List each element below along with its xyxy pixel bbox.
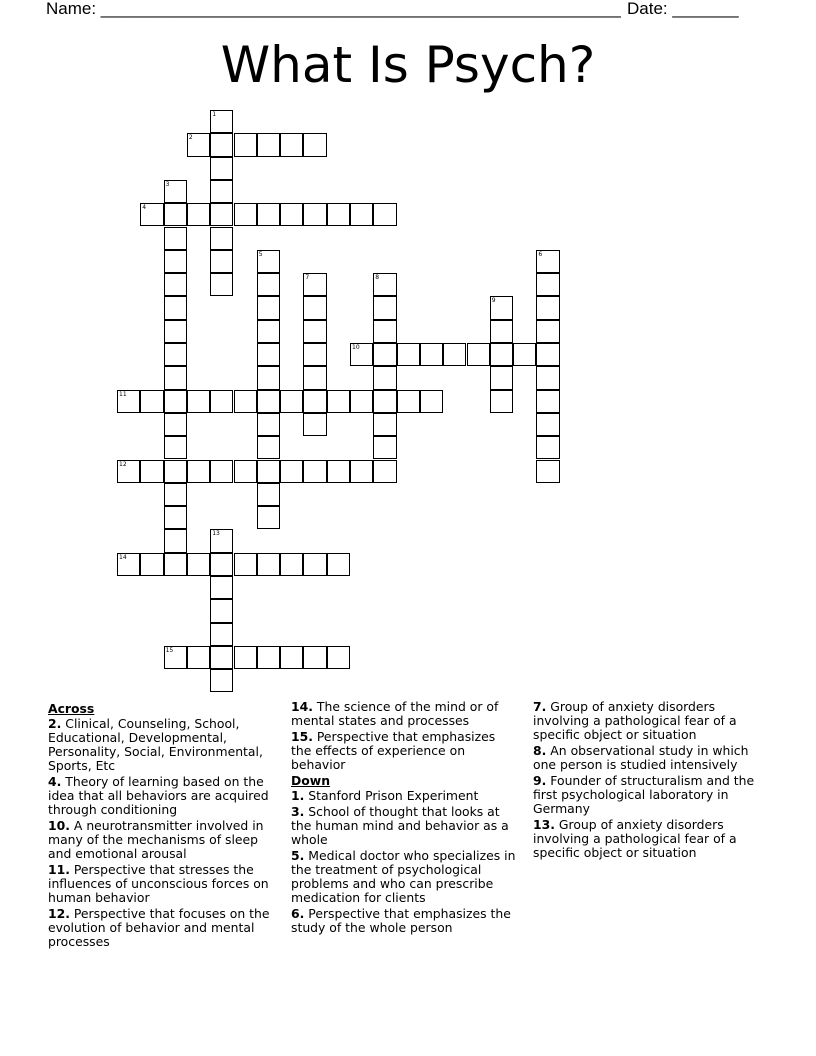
grid-cell[interactable]: [164, 273, 187, 296]
grid-cell[interactable]: [164, 296, 187, 319]
grid-cell[interactable]: [164, 343, 187, 366]
grid-cell[interactable]: [140, 553, 163, 576]
grid-cell[interactable]: [373, 203, 396, 226]
grid-cell[interactable]: [210, 553, 233, 576]
grid-cell[interactable]: [350, 460, 373, 483]
grid-cell[interactable]: [257, 250, 280, 273]
cell-number: 4: [142, 204, 147, 212]
clue-across-14: [291, 700, 519, 728]
grid-cell[interactable]: [187, 646, 210, 669]
clue-number: 13.: [533, 817, 555, 832]
grid-cell[interactable]: [373, 413, 396, 436]
clue-text: Perspective that focuses on the evolution of behavior and mental processes: [48, 906, 270, 949]
grid-cell[interactable]: [373, 320, 396, 343]
clue-text: Clinical, Counseling, School, Educational, Developmental, Personality, Social, Environmental, Sports, Etc: [48, 716, 263, 773]
clue-across-10: [48, 819, 280, 861]
grid-cell[interactable]: [373, 296, 396, 319]
grid-cell[interactable]: [257, 436, 280, 459]
grid-cell[interactable]: [467, 343, 490, 366]
clue-number: 14.: [291, 699, 313, 714]
grid-cell[interactable]: [210, 110, 233, 133]
grid-cell[interactable]: [210, 460, 233, 483]
grid-cell[interactable]: [257, 366, 280, 389]
grid-cell[interactable]: [350, 343, 373, 366]
grid-cell[interactable]: [257, 553, 280, 576]
clue-number: 7.: [533, 699, 547, 714]
grid-cell[interactable]: [234, 646, 257, 669]
grid-cell[interactable]: [490, 296, 513, 319]
grid-cell[interactable]: [210, 273, 233, 296]
grid-cell[interactable]: [234, 133, 257, 156]
cell-number: 14: [119, 553, 127, 561]
grid-cell[interactable]: [117, 390, 140, 413]
grid-cell[interactable]: [303, 343, 326, 366]
grid-cell[interactable]: [117, 460, 140, 483]
clue-down-7: [533, 700, 769, 742]
cell-number: 7: [305, 274, 310, 282]
clue-down-8: [533, 744, 769, 772]
grid-cell[interactable]: [303, 133, 326, 156]
clue-text: Perspective that stresses the influences of unconscious forces on human behavior: [48, 862, 269, 905]
grid-cell[interactable]: [210, 180, 233, 203]
grid-cell[interactable]: [187, 460, 210, 483]
grid-cell[interactable]: [280, 390, 303, 413]
clues-column-2: [291, 700, 519, 937]
cell-number: 1: [212, 111, 217, 118]
grid-cell[interactable]: [280, 133, 303, 156]
grid-cell[interactable]: [164, 506, 187, 529]
cell-number: 6: [538, 250, 543, 258]
clue-text: Group of anxiety disorders involving a pathological fear of a specific object or situation: [533, 699, 737, 742]
clue-text: A neurotransmitter involved in many of the mechanisms of sleep and emotional arousal: [48, 818, 264, 861]
grid-cell[interactable]: [536, 320, 559, 343]
clue-number: 5.: [291, 848, 305, 863]
grid-cell[interactable]: [373, 390, 396, 413]
grid-cell[interactable]: [164, 227, 187, 250]
grid-cell[interactable]: [257, 320, 280, 343]
clue-text: School of thought that looks at the human mind and behavior as a whole: [291, 804, 509, 847]
grid-cell[interactable]: [397, 390, 420, 413]
grid-cell[interactable]: [164, 460, 187, 483]
grid-cell[interactable]: [327, 203, 350, 226]
grid-cell[interactable]: [210, 227, 233, 250]
grid-cell[interactable]: [420, 343, 443, 366]
grid-cell[interactable]: [164, 436, 187, 459]
cell-number: 8: [375, 274, 380, 282]
cell-number: 9: [491, 297, 496, 305]
across-heading: Across: [48, 701, 95, 716]
grid-cell[interactable]: [210, 669, 233, 692]
grid-cell[interactable]: [303, 273, 326, 296]
grid-cell[interactable]: [327, 553, 350, 576]
clue-number: 15.: [291, 729, 313, 744]
clue-number: 2.: [48, 716, 62, 731]
grid-cell[interactable]: [536, 413, 559, 436]
grid-cell[interactable]: [303, 320, 326, 343]
grid-cell[interactable]: [257, 296, 280, 319]
grid-cell[interactable]: [234, 203, 257, 226]
clue-across-15: [291, 730, 519, 772]
clue-text: Perspective that emphasizes the effects of experience on behavior: [291, 729, 496, 772]
grid-cell[interactable]: [257, 506, 280, 529]
grid-cell[interactable]: [164, 180, 187, 203]
grid-cell[interactable]: [210, 623, 233, 646]
grid-cell[interactable]: [187, 203, 210, 226]
grid-cell[interactable]: [164, 483, 187, 506]
name-field-label[interactable]: Name: _______________________________________________________: [46, 0, 621, 18]
grid-cell[interactable]: [303, 296, 326, 319]
grid-cell[interactable]: [443, 343, 466, 366]
grid-cell[interactable]: [280, 553, 303, 576]
cell-number: 5: [258, 250, 263, 258]
clue-number: 11.: [48, 862, 70, 877]
clue-down-13: [533, 818, 769, 860]
grid-cell[interactable]: [164, 366, 187, 389]
grid-cell[interactable]: [164, 646, 187, 669]
clues-column-1: [48, 700, 280, 951]
clue-number: 4.: [48, 774, 62, 789]
cell-number: 13: [212, 530, 220, 538]
grid-cell[interactable]: [164, 320, 187, 343]
grid-cell[interactable]: [373, 436, 396, 459]
cell-number: 15: [165, 646, 174, 654]
grid-cell[interactable]: [536, 436, 559, 459]
grid-cell[interactable]: [187, 553, 210, 576]
grid-cell[interactable]: [536, 460, 559, 483]
grid-cell[interactable]: [327, 646, 350, 669]
down-heading: Down: [291, 773, 331, 788]
grid-cell[interactable]: [187, 390, 210, 413]
grid-cell[interactable]: [257, 273, 280, 296]
clue-number: 3.: [291, 804, 305, 819]
clue-text: Perspective that emphasizes the study of the whole person: [291, 906, 511, 935]
grid-cell[interactable]: [397, 343, 420, 366]
grid-cell[interactable]: [373, 366, 396, 389]
cell-number: 12: [119, 460, 127, 468]
grid-cell[interactable]: [536, 390, 559, 413]
grid-cell[interactable]: [164, 553, 187, 576]
grid-cell[interactable]: [490, 320, 513, 343]
grid-cell[interactable]: [536, 343, 559, 366]
cell-number: 11: [119, 390, 127, 398]
grid-cell[interactable]: [303, 203, 326, 226]
grid-cell[interactable]: [210, 599, 233, 622]
grid-cell[interactable]: [210, 390, 233, 413]
grid-cell[interactable]: [140, 460, 163, 483]
grid-cell[interactable]: [536, 250, 559, 273]
grid-cell[interactable]: [257, 483, 280, 506]
grid-cell[interactable]: [164, 413, 187, 436]
grid-cell[interactable]: [536, 366, 559, 389]
grid-cell[interactable]: [327, 390, 350, 413]
clue-number: 8.: [533, 743, 547, 758]
clue-down-3: [291, 805, 519, 847]
grid-cell[interactable]: [513, 343, 536, 366]
grid-cell[interactable]: [280, 646, 303, 669]
clue-down-5: [291, 849, 519, 905]
grid-cell[interactable]: [303, 460, 326, 483]
grid-cell[interactable]: [210, 157, 233, 180]
grid-cell[interactable]: [210, 576, 233, 599]
clue-number: 12.: [48, 906, 70, 921]
grid-cell[interactable]: [164, 203, 187, 226]
clue-across-2: [48, 717, 280, 773]
clue-number: 1.: [291, 788, 305, 803]
cell-number: 3: [165, 180, 170, 188]
grid-cell[interactable]: [350, 390, 373, 413]
grid-cell[interactable]: [490, 390, 513, 413]
clue-across-4: [48, 775, 280, 817]
date-field-label[interactable]: Date: _______: [627, 0, 739, 18]
clue-number: 10.: [48, 818, 70, 833]
grid-cell[interactable]: [187, 133, 210, 156]
grid-cell[interactable]: [234, 460, 257, 483]
grid-cell[interactable]: [490, 366, 513, 389]
grid-cell[interactable]: [210, 529, 233, 552]
grid-cell[interactable]: [234, 390, 257, 413]
clue-across-12: [48, 907, 280, 949]
clue-across-11: [48, 863, 280, 905]
grid-cell[interactable]: [280, 203, 303, 226]
grid-cell[interactable]: [117, 553, 140, 576]
grid-cell[interactable]: [210, 646, 233, 669]
grid-cell[interactable]: [536, 296, 559, 319]
grid-cell[interactable]: [280, 460, 303, 483]
clues-column-3: [533, 700, 769, 862]
grid-cell[interactable]: [490, 343, 513, 366]
clue-down-1: [291, 789, 519, 803]
grid-cell[interactable]: [257, 133, 280, 156]
grid-cell[interactable]: [164, 529, 187, 552]
grid-cell[interactable]: [327, 460, 350, 483]
grid-cell[interactable]: [210, 203, 233, 226]
grid-cell[interactable]: [373, 460, 396, 483]
grid-cell[interactable]: [303, 366, 326, 389]
grid-cell[interactable]: [140, 390, 163, 413]
clue-number: 9.: [533, 773, 547, 788]
grid-cell[interactable]: [164, 250, 187, 273]
grid-cell[interactable]: [373, 273, 396, 296]
clue-down-9: [533, 774, 769, 816]
grid-cell[interactable]: [303, 390, 326, 413]
cell-number: 2: [188, 134, 193, 142]
grid-cell[interactable]: [164, 390, 187, 413]
grid-cell[interactable]: [257, 390, 280, 413]
grid-cell[interactable]: [257, 646, 280, 669]
grid-cell[interactable]: [303, 413, 326, 436]
clue-text: An observational study in which one person is studied intensively: [533, 743, 749, 772]
clue-text: The science of the mind or of mental states and processes: [291, 699, 499, 728]
grid-cell[interactable]: [140, 203, 163, 226]
grid-cell[interactable]: [350, 203, 373, 226]
grid-cell[interactable]: [257, 460, 280, 483]
clue-text: Founder of structuralism and the first psychological laboratory in Germany: [533, 773, 755, 816]
clue-text: Theory of learning based on the idea that all behaviors are acquired through conditioning: [48, 774, 269, 817]
grid-cell[interactable]: [257, 343, 280, 366]
cell-number: 10: [352, 344, 360, 351]
grid-cell[interactable]: [303, 646, 326, 669]
grid-cell[interactable]: [373, 343, 396, 366]
grid-cell[interactable]: [257, 413, 280, 436]
grid-cell[interactable]: [303, 553, 326, 576]
grid-cell[interactable]: [420, 390, 443, 413]
grid-cell[interactable]: [257, 203, 280, 226]
page-title: What Is Psych?: [220, 36, 596, 94]
clue-text: Group of anxiety disorders involving a pathological fear of a specific object or situation: [533, 817, 737, 860]
grid-cell[interactable]: [210, 250, 233, 273]
grid-cell[interactable]: [536, 273, 559, 296]
clue-down-6: [291, 907, 519, 935]
clue-number: 6.: [291, 906, 305, 921]
clue-text: Medical doctor who specializes in the treatment of psychological problems and who can prescribe medication for clients: [291, 848, 516, 905]
clue-text: Stanford Prison Experiment: [308, 788, 479, 803]
grid-cell[interactable]: [210, 133, 233, 156]
grid-cell[interactable]: [234, 553, 257, 576]
